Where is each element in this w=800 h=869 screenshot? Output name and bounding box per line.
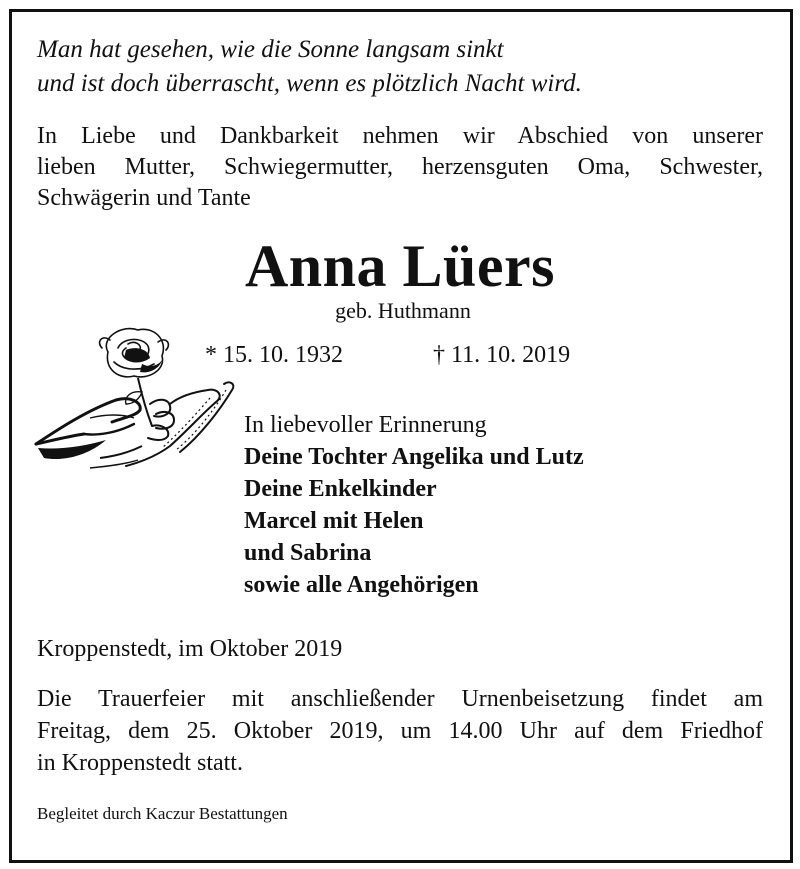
mourner-line: Deine Tochter Angelika und Lutz: [244, 444, 584, 470]
maiden-name: geb. Huthmann: [335, 298, 471, 323]
mourner-line: Deine Enkelkinder: [244, 476, 437, 502]
service-line-3: in Kroppenstedt statt.: [37, 750, 243, 776]
mourners-block: [244, 409, 744, 601]
epigraph-quote: [37, 33, 737, 101]
intro-paragraph: [37, 121, 763, 214]
intro-line-1: In Liebe und Dankbarkeit nehmen wir Abschied von unserer: [37, 123, 763, 149]
memorial-intro: In liebevoller Erinnerung: [244, 412, 487, 438]
mourner-line: sowie alle Angehörigen: [244, 572, 479, 598]
funeral-service-info: [37, 683, 763, 779]
service-line-2: Freitag, dem 25. Oktober 2019, um 14.00 Uhr auf dem Friedhof: [37, 718, 763, 744]
mourner-line: und Sabrina: [244, 540, 372, 566]
service-line-1: Die Trauerfeier mit anschließender Urnenbeisetzung findet am: [37, 686, 763, 712]
quote-line-1: Man hat gesehen, wie die Sonne langsam sinkt: [37, 36, 504, 63]
death-date: † 11. 10. 2019: [433, 342, 571, 368]
undertaker-credit: Begleitet durch Kaczur Bestattungen: [37, 804, 288, 823]
birth-date: * 15. 10. 1932: [205, 342, 343, 368]
intro-line-3: Schwägerin und Tante: [37, 185, 251, 211]
quote-line-2: und ist doch überrascht, wenn es plötzlich Nacht wird.: [37, 70, 582, 97]
mourner-line: Marcel mit Helen: [244, 508, 424, 534]
deceased-name: Anna Lüers: [244, 233, 556, 299]
place-and-date: Kroppenstedt, im Oktober 2019: [37, 636, 343, 662]
intro-line-2: lieben Mutter, Schwiegermutter, herzensguten Oma, Schwester,: [37, 154, 763, 180]
